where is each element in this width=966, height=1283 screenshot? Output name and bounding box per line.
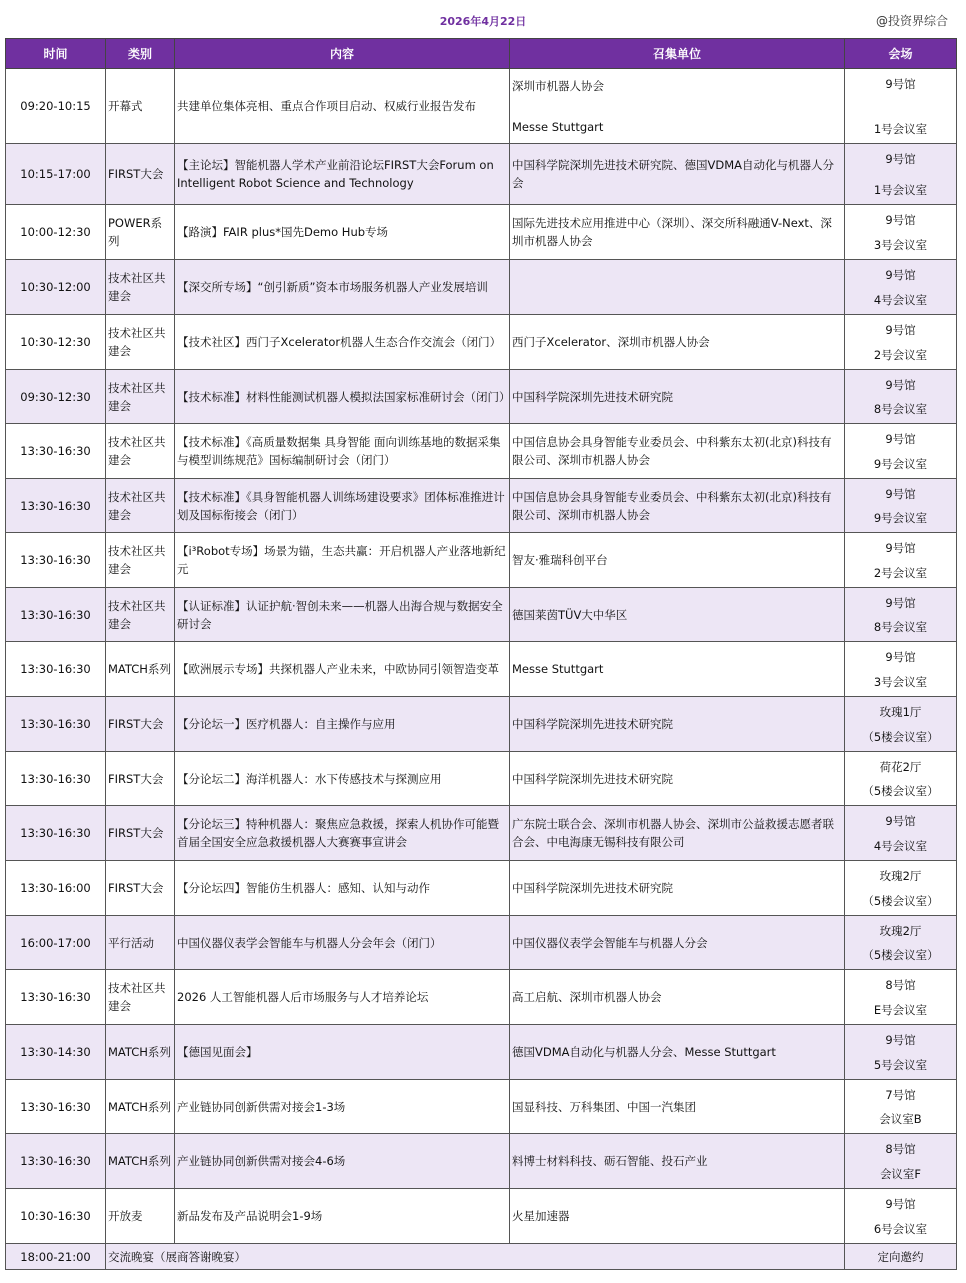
table-row [6, 970, 957, 1025]
organizer-text: 国显科技、万科集团、中国一汽集团 [512, 1099, 696, 1114]
venue-hall: 9号馆 [885, 1032, 916, 1047]
organizer-cell [510, 916, 845, 970]
table-row [6, 533, 957, 588]
content-cell: 【路演】FAIR plus*国先Demo Hub专场 [175, 205, 510, 260]
category-cell: FIRST大会 [106, 861, 175, 916]
venue-cell [845, 144, 957, 205]
content-cell: 【i³Robot专场】场景为锚，生态共赢：开启机器人产业落地新纪元 [175, 533, 510, 588]
organizer-text: 德国VDMA自动化与机器人分会、Messe Stuttgart [512, 1045, 776, 1059]
venue-room: 1号会议室 [873, 121, 928, 136]
organizer-cell [510, 533, 845, 588]
category-cell: MATCH系列 [106, 1025, 175, 1080]
header-content: 内容 [175, 39, 510, 69]
venue-hall: 玫瑰2厅 [879, 923, 922, 938]
table-row [6, 205, 957, 260]
category-cell: MATCH系列 [106, 642, 175, 697]
table-row [6, 1189, 957, 1244]
venue-hall: 玫瑰1厅 [879, 704, 922, 719]
venue-room: （5楼会议室） [862, 893, 939, 908]
category-cell: POWER系列 [106, 205, 175, 260]
venue-cell [845, 260, 957, 315]
organizer-cell [510, 479, 845, 533]
venue-room: 3号会议室 [873, 674, 928, 689]
table-row-dinner [6, 1244, 957, 1270]
content-cell: 【德国见面会】 [175, 1025, 510, 1080]
time-cell: 13:30-16:30 [6, 970, 106, 1025]
time-cell: 13:30-16:30 [6, 1134, 106, 1189]
organizer-cell [510, 970, 845, 1025]
organizer-text: 中国科学院深圳先进技术研究院 [512, 771, 673, 786]
table-row [6, 588, 957, 642]
venue-cell [845, 697, 957, 752]
content-cell: 【欧洲展示专场】共探机器人产业未来，中欧协同引领智造变革 [175, 642, 510, 697]
time-cell: 13:30-16:30 [6, 479, 106, 533]
content-cell: 新品发布及产品说明会1-9场 [175, 1189, 510, 1244]
venue-room: （5楼会议室） [862, 783, 939, 798]
time-cell: 13:30-16:30 [6, 588, 106, 642]
organizer-text: 料博士材料科技、砺石智能、投石产业 [512, 1154, 708, 1168]
table-row [6, 144, 957, 205]
table-row [6, 315, 957, 370]
schedule-date: 2026年4月22日 [439, 15, 527, 28]
organizer-line: Messe Stuttgart [512, 119, 604, 134]
category-cell: 技术社区共建会 [106, 588, 175, 642]
organizer-cell [510, 370, 845, 424]
content-cell: 【技术社区】西门子Xcelerator机器人生态合作交流会（闭门） [175, 315, 510, 370]
header-row [6, 39, 957, 69]
organizer-text: 智友·雅瑞科创平台 [512, 553, 608, 567]
time-cell: 13:30-14:30 [6, 1025, 106, 1080]
venue-cell [845, 1189, 957, 1244]
category-cell: 技术社区共建会 [106, 479, 175, 533]
venue-cell [845, 1080, 957, 1134]
content-cell: 交流晚宴（展商答谢晚宴） [106, 1244, 845, 1270]
time-cell: 18:00-21:00 [6, 1244, 106, 1270]
venue-room: 会议室F [879, 1166, 922, 1181]
table-row [6, 1134, 957, 1189]
table-row [6, 370, 957, 424]
venue-hall: 9号馆 [885, 431, 916, 446]
venue-cell [845, 588, 957, 642]
venue-cell [845, 533, 957, 588]
content-cell: 【分论坛四】智能仿生机器人：感知、认知与动作 [175, 861, 510, 916]
venue-cell [845, 970, 957, 1025]
organizer-text: 西门子Xcelerator、深圳市机器人协会 [512, 335, 710, 349]
category-cell: FIRST大会 [106, 806, 175, 861]
category-cell: MATCH系列 [106, 1080, 175, 1134]
table-row [6, 752, 957, 806]
venue-room: 2号会议室 [873, 347, 928, 362]
organizer-cell [510, 315, 845, 370]
organizer-cell [510, 752, 845, 806]
venue-hall: 9号馆 [885, 377, 916, 392]
organizer-text: 高工启航、深圳市机器人协会 [512, 990, 662, 1004]
venue-hall: 荷花2厅 [879, 759, 922, 774]
time-cell: 10:15-17:00 [6, 144, 106, 205]
category-cell: 技术社区共建会 [106, 970, 175, 1025]
venue-cell [845, 1134, 957, 1189]
organizer-cell [510, 697, 845, 752]
organizer-cell [510, 806, 845, 861]
category-cell: 技术社区共建会 [106, 533, 175, 588]
venue-room: 9号会议室 [873, 510, 928, 525]
organizer-text: 中国科学院深圳先进技术研究院、德国VDMA自动化与机器人分会 [512, 158, 835, 190]
time-cell: 13:30-16:30 [6, 752, 106, 806]
organizer-text: 德国莱茵TÜV大中华区 [512, 607, 628, 622]
content-cell: 【分论坛一】医疗机器人：自主操作与应用 [175, 697, 510, 752]
category-cell: 开放麦 [106, 1189, 175, 1244]
organizer-text: 国际先进技术应用推进中心（深圳）、深交所科融通V-Next、深圳市机器人协会 [512, 216, 832, 248]
venue-hall: 9号馆 [885, 1196, 916, 1211]
schedule-table [5, 38, 957, 1270]
content-cell: 【技术标准】《具身智能机器人训练场建设要求》团体标准推进计划及国标衔接会（闭门） [175, 479, 510, 533]
venue-room: 8号会议室 [873, 401, 928, 416]
category-cell: 技术社区共建会 [106, 424, 175, 479]
organizer-cell [510, 69, 845, 144]
content-cell: 产业链协同创新供需对接会4-6场 [175, 1134, 510, 1189]
table-row [6, 642, 957, 697]
table-row [6, 69, 957, 144]
venue-room: 4号会议室 [873, 292, 928, 307]
time-cell: 13:30-16:30 [6, 806, 106, 861]
time-cell: 13:30-16:30 [6, 1080, 106, 1134]
venue-cell [845, 861, 957, 916]
organizer-text: Messe Stuttgart [512, 662, 604, 676]
venue-cell [845, 370, 957, 424]
category-cell: 技术社区共建会 [106, 315, 175, 370]
venue-room: E号会议室 [873, 1002, 928, 1017]
organizer-text: 广东院士联合会、深圳市机器人协会、深圳市公益救援志愿者联合会、中电海康无锡科技有限公司 [512, 817, 834, 849]
table-row [6, 806, 957, 861]
venue-room: 1号会议室 [873, 182, 928, 197]
watermark: @投资界综合 [875, 14, 948, 28]
category-cell: 平行活动 [106, 916, 175, 970]
category-cell: 技术社区共建会 [106, 370, 175, 424]
content-cell: 【分论坛二】海洋机器人：水下传感技术与探测应用 [175, 752, 510, 806]
time-cell: 13:30-16:30 [6, 533, 106, 588]
organizer-text: 中国仪器仪表学会智能车与机器人分会 [512, 935, 708, 950]
organizer-cell [510, 1025, 845, 1080]
organizer-cell [510, 1189, 845, 1244]
table-row [6, 697, 957, 752]
content-cell: 【分论坛三】特种机器人：聚焦应急救援，探索人机协作可能暨首届全国安全应急救援机器人大赛赛事宣讲会 [175, 806, 510, 861]
category-cell: 开幕式 [106, 69, 175, 144]
venue-hall: 9号馆 [885, 322, 916, 337]
organizer-cell [510, 205, 845, 260]
table-row [6, 424, 957, 479]
header-venue: 会场 [845, 39, 957, 69]
content-cell: 【深交所专场】“创引新质”资本市场服务机器人产业发展培训 [175, 260, 510, 315]
time-cell: 10:30-16:30 [6, 1189, 106, 1244]
time-cell: 16:00-17:00 [6, 916, 106, 970]
table-row [6, 479, 957, 533]
content-cell: 【技术标准】材料性能测试机器人模拟法国家标准研讨会（闭门） [175, 370, 510, 424]
content-cell: 2026 人工智能机器人后市场服务与人才培养论坛 [175, 970, 510, 1025]
organizer-cell [510, 1134, 845, 1189]
time-cell: 13:30-16:30 [6, 424, 106, 479]
category-cell: 技术社区共建会 [106, 260, 175, 315]
venue-hall: 8号馆 [885, 1141, 916, 1156]
venue-hall: 9号馆 [885, 151, 916, 166]
venue-cell [845, 315, 957, 370]
venue-cell: 定向邀约 [845, 1244, 957, 1270]
venue-room: 8号会议室 [873, 619, 928, 634]
organizer-cell [510, 260, 845, 315]
venue-hall: 9号馆 [885, 267, 916, 282]
venue-cell [845, 424, 957, 479]
venue-hall: 玫瑰2厅 [879, 868, 922, 883]
time-cell: 09:30-12:30 [6, 370, 106, 424]
organizer-cell [510, 424, 845, 479]
organizer-cell [510, 588, 845, 642]
time-cell: 13:30-16:30 [6, 642, 106, 697]
venue-hall: 9号馆 [885, 595, 916, 610]
time-cell: 10:00-12:30 [6, 205, 106, 260]
organizer-cell [510, 144, 845, 205]
venue-hall: 7号馆 [885, 1087, 916, 1102]
venue-cell [845, 806, 957, 861]
venue-room: 会议室B [879, 1111, 922, 1126]
table-row [6, 1025, 957, 1080]
venue-room: 4号会议室 [873, 838, 928, 853]
venue-hall: 9号馆 [885, 486, 916, 501]
organizer-cell [510, 861, 845, 916]
venue-hall: 9号馆 [885, 212, 916, 227]
table-row [6, 861, 957, 916]
header-time: 时间 [6, 39, 106, 69]
venue-cell [845, 752, 957, 806]
venue-cell [845, 642, 957, 697]
venue-room: （5楼会议室） [862, 729, 939, 744]
venue-cell [845, 1025, 957, 1080]
venue-room: 9号会议室 [873, 456, 928, 471]
table-row [6, 916, 957, 970]
venue-cell [845, 916, 957, 970]
organizer-cell [510, 1080, 845, 1134]
category-cell: FIRST大会 [106, 697, 175, 752]
organizer-text: 火星加速器 [512, 1209, 570, 1223]
category-cell: FIRST大会 [106, 144, 175, 205]
category-cell: MATCH系列 [106, 1134, 175, 1189]
venue-room: （5楼会议室） [862, 947, 939, 962]
venue-hall: 9号馆 [885, 649, 916, 664]
venue-room: 5号会议室 [873, 1057, 928, 1072]
table-row [6, 1080, 957, 1134]
content-cell: 【技术标准】《高质量数据集 具身智能 面向训练基地的数据采集与模型训练规范》国标编制研讨会（闭门） [175, 424, 510, 479]
category-cell: FIRST大会 [106, 752, 175, 806]
organizer-text: 中国信息协会具身智能专业委员会、中科紫东太初(北京)科技有限公司、深圳市机器人协会 [512, 489, 832, 522]
organizer-cell [510, 642, 845, 697]
venue-room: 3号会议室 [873, 237, 928, 252]
venue-hall: 9号馆 [885, 813, 916, 828]
table-row [6, 260, 957, 315]
venue-hall: 9号馆 [885, 540, 916, 555]
venue-cell [845, 479, 957, 533]
organizer-text: 中国信息协会具身智能专业委员会、中科紫东太初(北京)科技有限公司、深圳市机器人协会 [512, 435, 832, 467]
time-cell: 09:20-10:15 [6, 69, 106, 144]
time-cell: 10:30-12:00 [6, 260, 106, 315]
time-cell: 10:30-12:30 [6, 315, 106, 370]
venue-hall: 8号馆 [885, 977, 916, 992]
header-category: 类别 [106, 39, 175, 69]
venue-hall: 9号馆 [885, 76, 916, 91]
content-cell: 【认证标准】认证护航·智创未来——机器人出海合规与数据安全研讨会 [175, 588, 510, 642]
organizer-text: 中国科学院深圳先进技术研究院 [512, 717, 673, 731]
content-cell: 【主论坛】智能机器人学术产业前沿论坛FIRST大会Forum on Intelligent Robot Science and Technology [175, 144, 510, 205]
content-cell: 产业链协同创新供需对接会1-3场 [175, 1080, 510, 1134]
content-cell: 共建单位集体亮相、重点合作项目启动、权威行业报告发布 [175, 69, 510, 144]
organizer-text: 中国科学院深圳先进技术研究院 [512, 881, 673, 895]
venue-cell [845, 205, 957, 260]
content-cell: 中国仪器仪表学会智能车与机器人分会年会（闭门） [175, 916, 510, 970]
time-cell: 13:30-16:30 [6, 697, 106, 752]
venue-room: 2号会议室 [873, 565, 928, 580]
header-organizer: 召集单位 [510, 39, 845, 69]
time-cell: 13:30-16:00 [6, 861, 106, 916]
venue-cell [845, 69, 957, 144]
organizer-text: 中国科学院深圳先进技术研究院 [512, 389, 673, 404]
organizer-line: 深圳市机器人协会 [512, 78, 604, 93]
venue-room: 6号会议室 [873, 1221, 928, 1236]
